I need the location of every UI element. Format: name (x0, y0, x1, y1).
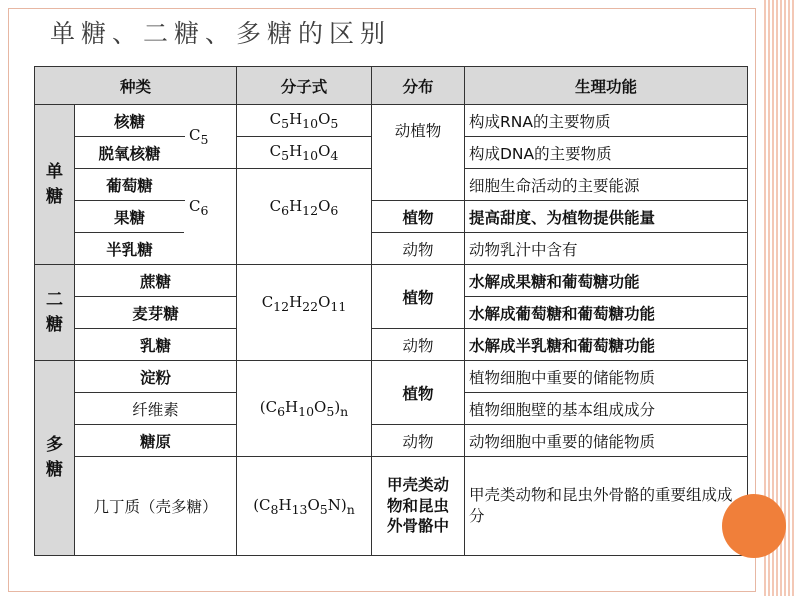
distribution-cell: 动物 (372, 425, 465, 457)
sugar-name: 几丁质（壳多糖） (75, 457, 237, 556)
sugar-name: 核糖 (75, 105, 185, 137)
category-monosaccharide (35, 105, 75, 265)
table-row (35, 265, 748, 297)
function-cell: 甲壳类动物和昆虫外骨骼的重要组成成分 (465, 457, 748, 556)
formula-cell: $(C_6H_{10}O_5)_n$ (237, 361, 372, 457)
sugar-name: 纤维素 (75, 393, 237, 425)
sugar-comparison-table (34, 66, 748, 556)
function-cell: 水解成半乳糖和葡萄糖功能 (465, 329, 748, 361)
table-header-row (35, 67, 748, 105)
header-function: 生理功能 (465, 67, 748, 105)
formula-cell: $C_6H_{12}O_6$ (237, 169, 372, 265)
category-disaccharide (35, 265, 75, 361)
distribution-cell: 植物 (372, 361, 465, 425)
formula-cell: $C_5H_{10}O_5$ (237, 105, 372, 137)
table-row (35, 361, 748, 393)
category-label: 多糖 (46, 435, 63, 480)
function-cell: 构成RNA的主要物质 (465, 105, 748, 137)
formula-cell: $C_5H_{10}O_4$ (237, 137, 372, 169)
distribution-cell: 动植物 (372, 105, 465, 201)
carbon-group-label: $C_6$ (189, 197, 209, 218)
sugar-name: 乳糖 (75, 329, 237, 361)
sugar-name: 糖原 (75, 425, 237, 457)
function-cell: 水解成葡萄糖和葡萄糖功能 (465, 297, 748, 329)
sugar-name: 淀粉 (75, 361, 237, 393)
distribution-cell: 植物 (372, 265, 465, 329)
formula-cell: $(C_8H_{13}O_5N)_n$ (237, 457, 372, 556)
table-row (35, 457, 748, 556)
sugar-name: 麦芽糖 (75, 297, 237, 329)
table-row (35, 425, 748, 457)
distribution-cell: 动物 (372, 329, 465, 361)
function-cell: 提高甜度、为植物提供能量 (465, 201, 748, 233)
category-label: 单糖 (46, 161, 63, 207)
sugar-name: 葡萄糖 (75, 169, 185, 201)
distribution-cell: 甲壳类动物和昆虫外骨骼中 (372, 457, 465, 556)
sugar-name: 半乳糖 (75, 233, 185, 265)
function-cell: 植物细胞中重要的储能物质 (465, 361, 748, 393)
sugar-name: 蔗糖 (75, 265, 237, 297)
function-cell: 植物细胞壁的基本组成成分 (465, 393, 748, 425)
function-cell: 细胞生命活动的主要能源 (465, 169, 748, 201)
category-label: 二糖 (46, 289, 63, 335)
carbon-group-label: $C_5$ (189, 126, 209, 147)
function-cell: 动物细胞中重要的储能物质 (465, 425, 748, 457)
distribution-cell: 植物 (372, 201, 465, 233)
carbon-group-c5 (185, 105, 237, 169)
header-formula: 分子式 (237, 67, 372, 105)
category-polysaccharide (35, 361, 75, 556)
table-row (35, 233, 748, 265)
sugar-name: 果糖 (75, 201, 185, 233)
table-row (35, 329, 748, 361)
function-cell: 水解成果糖和葡萄糖功能 (465, 265, 748, 297)
page-title: 单糖、二糖、多糖的区别 (50, 19, 392, 48)
table-row (35, 201, 748, 233)
decorative-orange-dot (722, 494, 786, 558)
distribution-cell: 动物 (372, 233, 465, 265)
formula-cell: $C_{12}H_{22}O_{11}$ (237, 265, 372, 361)
function-cell: 动物乳汁中含有 (465, 233, 748, 265)
sugar-name: 脱氧核糖 (75, 137, 185, 169)
table-row (35, 105, 748, 137)
carbon-group-c6 (185, 169, 237, 265)
function-cell: 构成DNA的主要物质 (465, 137, 748, 169)
header-kind: 种类 (35, 67, 237, 105)
header-distribution: 分布 (372, 67, 465, 105)
